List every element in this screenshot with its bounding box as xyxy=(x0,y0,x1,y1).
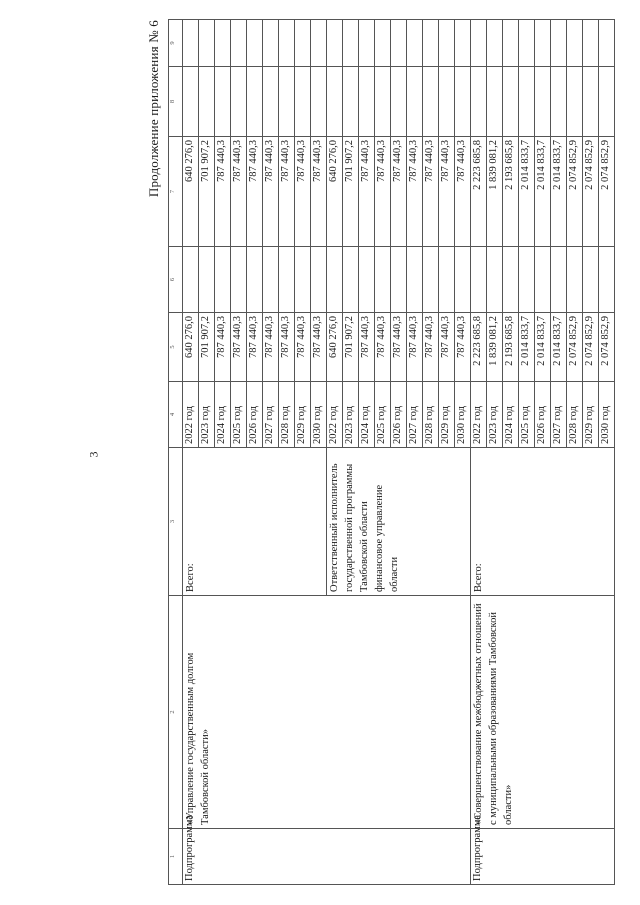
total-cell: 701 907,2 xyxy=(199,313,215,382)
total-cell: 787 440,3 xyxy=(455,313,471,382)
program-name: «Управление государственным долгом Тамбовской области» xyxy=(183,596,471,829)
total-cell: 640 276,0 xyxy=(183,313,199,382)
other-cell xyxy=(183,20,199,67)
regional-cell: 787 440,3 xyxy=(375,137,391,247)
year-cell: 2026 год xyxy=(391,382,407,448)
total-cell: 701 907,2 xyxy=(343,313,359,382)
year-cell: 2022 год xyxy=(471,382,487,448)
federal-cell xyxy=(279,247,295,313)
budget-table xyxy=(168,19,615,885)
federal-cell xyxy=(183,247,199,313)
local-cell xyxy=(551,67,567,137)
federal-cell xyxy=(599,247,615,313)
regional-cell: 787 440,3 xyxy=(455,137,471,247)
regional-cell: 2 074 852,9 xyxy=(567,137,583,247)
local-cell xyxy=(391,67,407,137)
total-cell: 787 440,3 xyxy=(247,313,263,382)
local-cell xyxy=(487,67,503,137)
regional-cell: 787 440,3 xyxy=(423,137,439,247)
year-cell: 2028 год xyxy=(567,382,583,448)
total-cell: 2 074 852,9 xyxy=(583,313,599,382)
regional-cell: 2 014 833,7 xyxy=(519,137,535,247)
regional-cell: 2 074 852,9 xyxy=(599,137,615,247)
regional-cell: 787 440,3 xyxy=(311,137,327,247)
table-row xyxy=(183,20,199,885)
total-cell: 2 223 685,8 xyxy=(471,313,487,382)
year-cell: 2030 год xyxy=(599,382,615,448)
federal-cell xyxy=(455,247,471,313)
column-number: 8 xyxy=(169,67,183,137)
federal-cell xyxy=(215,247,231,313)
regional-cell: 640 276,0 xyxy=(327,137,343,247)
local-cell xyxy=(183,67,199,137)
year-cell: 2028 год xyxy=(279,382,295,448)
federal-cell xyxy=(503,247,519,313)
total-cell: 787 440,3 xyxy=(263,313,279,382)
total-cell: 2 193 685,8 xyxy=(503,313,519,382)
other-cell xyxy=(279,20,295,67)
year-cell: 2022 год xyxy=(327,382,343,448)
other-cell xyxy=(503,20,519,67)
other-cell xyxy=(375,20,391,67)
regional-cell: 701 907,2 xyxy=(199,137,215,247)
local-cell xyxy=(423,67,439,137)
column-number-row xyxy=(169,20,183,885)
local-cell xyxy=(311,67,327,137)
local-cell xyxy=(519,67,535,137)
year-cell: 2029 год xyxy=(295,382,311,448)
other-cell xyxy=(247,20,263,67)
year-cell: 2026 год xyxy=(247,382,263,448)
rotated-page xyxy=(146,20,616,885)
total-cell: 787 440,3 xyxy=(375,313,391,382)
federal-cell xyxy=(487,247,503,313)
regional-cell: 2 014 833,7 xyxy=(535,137,551,247)
federal-cell xyxy=(311,247,327,313)
local-cell xyxy=(535,67,551,137)
federal-cell xyxy=(263,247,279,313)
regional-cell: 2 014 833,7 xyxy=(551,137,567,247)
local-cell xyxy=(439,67,455,137)
federal-cell xyxy=(439,247,455,313)
local-cell xyxy=(407,67,423,137)
table-body xyxy=(183,20,615,885)
local-cell xyxy=(567,67,583,137)
year-cell: 2023 год xyxy=(487,382,503,448)
total-cell: 787 440,3 xyxy=(359,313,375,382)
regional-cell: 640 276,0 xyxy=(183,137,199,247)
other-cell xyxy=(439,20,455,67)
other-cell xyxy=(471,20,487,67)
total-cell: 2 014 833,7 xyxy=(535,313,551,382)
year-cell: 2023 год xyxy=(199,382,215,448)
local-cell xyxy=(343,67,359,137)
year-cell: 2029 год xyxy=(439,382,455,448)
other-cell xyxy=(567,20,583,67)
program-type: Подпрограмма xyxy=(471,829,615,885)
local-cell xyxy=(455,67,471,137)
total-cell: 787 440,3 xyxy=(407,313,423,382)
other-cell xyxy=(391,20,407,67)
regional-cell: 787 440,3 xyxy=(231,137,247,247)
year-cell: 2024 год xyxy=(215,382,231,448)
column-number: 9 xyxy=(169,20,183,67)
other-cell xyxy=(359,20,375,67)
total-cell: 787 440,3 xyxy=(215,313,231,382)
total-cell: 2 074 852,9 xyxy=(599,313,615,382)
other-cell xyxy=(455,20,471,67)
regional-cell: 787 440,3 xyxy=(263,137,279,247)
federal-cell xyxy=(551,247,567,313)
year-cell: 2028 год xyxy=(423,382,439,448)
other-cell xyxy=(487,20,503,67)
other-cell xyxy=(535,20,551,67)
other-cell xyxy=(263,20,279,67)
year-cell: 2024 год xyxy=(503,382,519,448)
year-cell: 2030 год xyxy=(455,382,471,448)
column-number: 6 xyxy=(169,247,183,313)
executor-cell: Ответственный исполнитель государственной программы Тамбовской области финансовое управление области xyxy=(327,448,471,596)
total-cell: 2 014 833,7 xyxy=(551,313,567,382)
federal-cell xyxy=(199,247,215,313)
local-cell xyxy=(503,67,519,137)
column-number: 5 xyxy=(169,313,183,382)
local-cell xyxy=(359,67,375,137)
year-cell: 2027 год xyxy=(407,382,423,448)
federal-cell xyxy=(535,247,551,313)
year-cell: 2029 год xyxy=(583,382,599,448)
federal-cell xyxy=(295,247,311,313)
local-cell xyxy=(471,67,487,137)
other-cell xyxy=(551,20,567,67)
executor-cell: Всего: xyxy=(471,448,615,596)
federal-cell xyxy=(343,247,359,313)
year-cell: 2030 год xyxy=(311,382,327,448)
other-cell xyxy=(423,20,439,67)
local-cell xyxy=(279,67,295,137)
total-cell: 787 440,3 xyxy=(295,313,311,382)
total-cell: 1 839 081,2 xyxy=(487,313,503,382)
federal-cell xyxy=(423,247,439,313)
table-row xyxy=(471,20,487,885)
regional-cell: 787 440,3 xyxy=(279,137,295,247)
local-cell xyxy=(263,67,279,137)
other-cell xyxy=(407,20,423,67)
regional-cell: 787 440,3 xyxy=(247,137,263,247)
column-number: 3 xyxy=(169,448,183,596)
other-cell xyxy=(599,20,615,67)
other-cell xyxy=(295,20,311,67)
program-name: «Совершенствование межбюджетных отношений с муниципальными образованиями Тамбовской области» xyxy=(471,596,615,829)
federal-cell xyxy=(359,247,375,313)
local-cell xyxy=(583,67,599,137)
total-cell: 787 440,3 xyxy=(439,313,455,382)
local-cell xyxy=(375,67,391,137)
total-cell: 787 440,3 xyxy=(279,313,295,382)
year-cell: 2026 год xyxy=(535,382,551,448)
other-cell xyxy=(311,20,327,67)
federal-cell xyxy=(231,247,247,313)
local-cell xyxy=(215,67,231,137)
federal-cell xyxy=(471,247,487,313)
year-cell: 2025 год xyxy=(231,382,247,448)
regional-cell: 1 839 081,2 xyxy=(487,137,503,247)
federal-cell xyxy=(519,247,535,313)
year-cell: 2027 год xyxy=(551,382,567,448)
year-cell: 2027 год xyxy=(263,382,279,448)
other-cell xyxy=(519,20,535,67)
local-cell xyxy=(599,67,615,137)
regional-cell: 787 440,3 xyxy=(215,137,231,247)
total-cell: 787 440,3 xyxy=(311,313,327,382)
column-number: 7 xyxy=(169,137,183,247)
federal-cell xyxy=(407,247,423,313)
regional-cell: 2 223 685,8 xyxy=(471,137,487,247)
executor-cell: Всего: xyxy=(183,448,327,596)
federal-cell xyxy=(247,247,263,313)
federal-cell xyxy=(567,247,583,313)
other-cell xyxy=(231,20,247,67)
year-cell: 2025 год xyxy=(519,382,535,448)
total-cell: 787 440,3 xyxy=(423,313,439,382)
year-cell: 2025 год xyxy=(375,382,391,448)
local-cell xyxy=(295,67,311,137)
year-cell: 2024 год xyxy=(359,382,375,448)
program-type: Подпрограмма xyxy=(183,829,471,885)
total-cell: 2 074 852,9 xyxy=(567,313,583,382)
regional-cell: 787 440,3 xyxy=(439,137,455,247)
total-cell: 640 276,0 xyxy=(327,313,343,382)
other-cell xyxy=(583,20,599,67)
regional-cell: 787 440,3 xyxy=(391,137,407,247)
local-cell xyxy=(247,67,263,137)
other-cell xyxy=(199,20,215,67)
page-number: 3 xyxy=(86,451,101,458)
column-number: 1 xyxy=(169,829,183,885)
total-cell: 2 014 833,7 xyxy=(519,313,535,382)
regional-cell: 787 440,3 xyxy=(359,137,375,247)
other-cell xyxy=(343,20,359,67)
regional-cell: 787 440,3 xyxy=(407,137,423,247)
year-cell: 2023 год xyxy=(343,382,359,448)
local-cell xyxy=(327,67,343,137)
column-number: 2 xyxy=(169,596,183,829)
total-cell: 787 440,3 xyxy=(391,313,407,382)
regional-cell: 787 440,3 xyxy=(295,137,311,247)
regional-cell: 2 193 685,8 xyxy=(503,137,519,247)
federal-cell xyxy=(583,247,599,313)
other-cell xyxy=(215,20,231,67)
regional-cell: 701 907,2 xyxy=(343,137,359,247)
federal-cell xyxy=(375,247,391,313)
federal-cell xyxy=(391,247,407,313)
continuation-title: Продолжение приложения № 6 xyxy=(146,20,161,198)
other-cell xyxy=(327,20,343,67)
federal-cell xyxy=(327,247,343,313)
total-cell: 787 440,3 xyxy=(231,313,247,382)
year-cell: 2022 год xyxy=(183,382,199,448)
local-cell xyxy=(199,67,215,137)
column-number: 4 xyxy=(169,382,183,448)
local-cell xyxy=(231,67,247,137)
regional-cell: 2 074 852,9 xyxy=(583,137,599,247)
